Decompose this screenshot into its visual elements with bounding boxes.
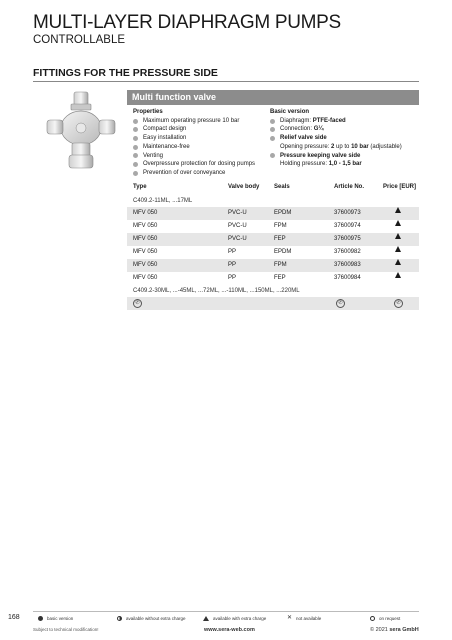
cross-icon: ✕ [287, 615, 293, 622]
cell-valve-body: PP [228, 275, 237, 281]
cell-seals: FEP [274, 275, 286, 281]
page-title: MULTI-LAYER DIAPHRAGM PUMPS [33, 12, 341, 33]
cell-valve-body: PP [228, 249, 237, 255]
cell-seals: FPM [274, 262, 287, 268]
cell-type: MFV 050 [133, 262, 158, 268]
triangle-icon [395, 207, 401, 213]
bullet-icon [270, 127, 275, 132]
basic-item-connection: Connection: G¼ [270, 125, 420, 134]
table-row [127, 259, 419, 272]
properties-list [133, 108, 268, 178]
on-request-row [127, 297, 419, 310]
bullet-icon [133, 119, 138, 124]
cell-article-no: 37600973 [334, 210, 361, 216]
cell-seals: EPDM [274, 210, 292, 216]
cell-type: MFV 050 [133, 275, 158, 281]
property-item: Maximum operating pressure 10 bar [133, 117, 268, 126]
phone-icon: ✆ [133, 299, 142, 308]
legend-no-charge: available without extra charge [117, 616, 186, 621]
cell-article-no: 37600982 [334, 249, 361, 255]
table-row [127, 246, 419, 259]
section-heading: FITTINGS FOR THE PRESSURE SIDE [33, 67, 218, 79]
cell-valve-body: PVC-U [228, 236, 247, 242]
filled-dot-icon [38, 616, 43, 621]
cell-seals: FPM [274, 223, 287, 229]
disclaimer: Subject to technical modification! [33, 627, 99, 632]
basic-item-keeping: Pressure keeping valve side [270, 152, 420, 161]
bullet-icon [133, 153, 138, 158]
half-dot-icon [117, 616, 122, 621]
cell-type: MFV 050 [133, 236, 158, 242]
properties-title: Properties [133, 109, 163, 115]
legend-extra-charge: available with extra charge [203, 616, 266, 621]
section-divider [33, 81, 419, 82]
header-price: Price [EUR] [383, 184, 417, 190]
valve-product-image [44, 88, 120, 172]
cell-article-no: 37600983 [334, 262, 361, 268]
property-item: Easy installation [133, 134, 268, 143]
property-item: Prevention of over conveyance [133, 169, 268, 178]
product-table [127, 207, 419, 285]
bullet-icon [133, 171, 138, 176]
holding-pressure-line: Holding pressure: 1,0 - 1,5 bar [280, 161, 362, 168]
header-seals: Seals [274, 184, 290, 190]
bullet-icon [270, 119, 275, 124]
basic-item-diaphragm: Diaphragm: PTFE-faced [270, 117, 420, 126]
legend-on-request: on request [370, 616, 400, 621]
header-article-no: Article No. [334, 184, 365, 190]
basic-version-list [270, 108, 420, 169]
bullet-icon [270, 136, 275, 141]
cell-type: MFV 050 [133, 223, 158, 229]
bullet-icon [133, 145, 138, 150]
cell-article-no: 37600975 [334, 236, 361, 242]
table-row [127, 272, 419, 285]
copyright: © 2021 sera GmbH [370, 627, 419, 633]
cell-type: MFV 050 [133, 249, 158, 255]
triangle-icon [395, 272, 401, 278]
property-item: Compact design [133, 125, 268, 134]
phone-icon: ✆ [336, 299, 345, 308]
table-header [133, 184, 419, 194]
page-number: 168 [8, 614, 20, 621]
cell-article-no: 37600984 [334, 275, 361, 281]
page-subtitle: CONTROLLABLE [33, 34, 126, 46]
triangle-icon [395, 246, 401, 252]
table-row [127, 233, 419, 246]
triangle-icon [203, 616, 209, 621]
cell-article-no: 37600974 [334, 223, 361, 229]
pump-compat-note-bottom: C409.2-30ML, ...-45ML, ...72ML, ...-110ML, ...150ML, ...220ML [133, 288, 300, 294]
property-item: Maintenance-free [133, 143, 268, 152]
legend-basic-version: basic version [38, 616, 73, 621]
cell-valve-body: PVC-U [228, 223, 247, 229]
basic-version-title: Basic version [270, 109, 310, 115]
header-valve-body: Valve body [228, 184, 260, 190]
header-type: Type [133, 184, 147, 190]
cell-seals: FEP [274, 236, 286, 242]
property-item: Venting [133, 152, 268, 161]
table-row [127, 220, 419, 233]
triangle-icon [395, 259, 401, 265]
cell-seals: EPDM [274, 249, 292, 255]
table-row [127, 207, 419, 220]
pump-compat-note-top: C409.2-11ML, ...17ML [133, 198, 193, 204]
legend-not-available: ✕ not available [287, 615, 322, 622]
opening-pressure-line: Opening pressure: 2 up to 10 bar (adjustable) [280, 143, 402, 150]
website-link[interactable]: www.sera-web.com [204, 627, 255, 633]
basic-item-relief: Relief valve side [270, 134, 420, 143]
cell-valve-body: PVC-U [228, 210, 247, 216]
bullet-icon [133, 136, 138, 141]
footer-divider [33, 611, 419, 612]
phone-icon [370, 616, 375, 621]
bullet-icon [133, 162, 138, 167]
cell-type: MFV 050 [133, 210, 158, 216]
product-name-header: Multi function valve [127, 90, 419, 105]
cell-valve-body: PP [228, 262, 237, 268]
bullet-icon [270, 153, 275, 158]
property-item: Overpressure protection for dosing pumps [133, 160, 268, 169]
bullet-icon [133, 127, 138, 132]
triangle-icon [395, 233, 401, 239]
triangle-icon [395, 220, 401, 226]
phone-icon: ✆ [394, 299, 403, 308]
